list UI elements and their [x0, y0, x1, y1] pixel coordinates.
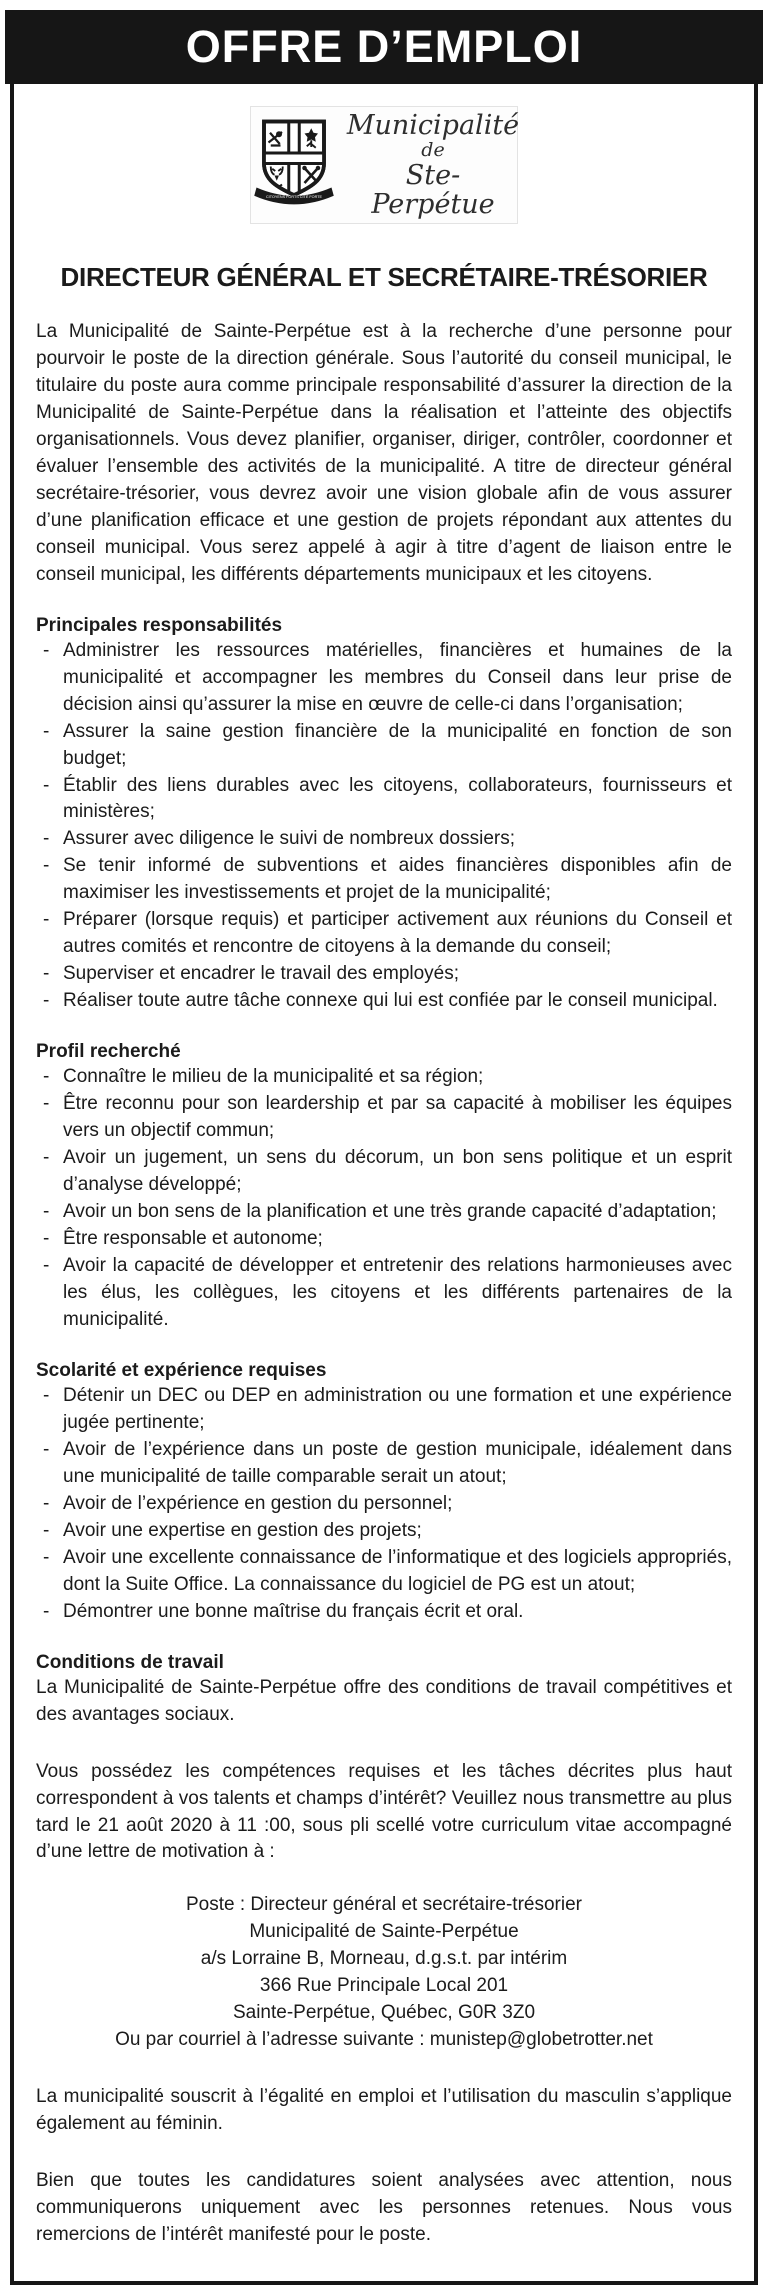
education-item: - Détenir un DEC ou DEP en administration ou une formation et une expérience jugée pertinente; — [36, 1383, 732, 1437]
responsibility-item: - Se tenir informé de subventions et aides financières disponibles afin de maximiser les investissements et projet de la municipalité; — [36, 853, 732, 907]
municipality-logo — [250, 106, 518, 224]
address-line: Poste : Directeur général et secrétaire-trésorier — [186, 1894, 582, 1916]
education-item: - Avoir de l’expérience en gestion du personnel; — [36, 1491, 732, 1518]
education-item: - Avoir de l’expérience dans un poste de gestion municipale, idéalement dans une municipalité de taille comparable serait un atout; — [36, 1437, 732, 1491]
education-item: - Avoir une expertise en gestion des projets; — [36, 1518, 732, 1545]
responsibility-item: - Réaliser toute autre tâche connexe qui lui est confiée par le conseil municipal. — [36, 988, 732, 1015]
responsibility-item: - Administrer les ressources matérielles, financières et humaines de la municipalité et accompagner les membres du Conseil dans leur prise de décision ainsi qu’assurer la mise en œuvre de celle-ci dans l’organisation; — [36, 638, 732, 719]
profile-list — [36, 1064, 732, 1334]
logo-name-line1: Municipalité — [346, 110, 520, 141]
education-item: - Démontrer une bonne maîtrise du français écrit et oral. — [36, 1599, 732, 1626]
profile-item: - Être reconnu pour son leardership et par sa capacité à mobiliser les équipes vers un objectif commun; — [36, 1091, 732, 1145]
banner — [5, 10, 763, 84]
equality-note-paragraph: La municipalité souscrit à l’égalité en emploi et l’utilisation du masculin s’applique également au féminin. — [36, 2086, 732, 2135]
conditions-paragraph: La Municipalité de Sainte-Perpétue offre des conditions de travail compétitives et des avantages sociaux. — [36, 1676, 732, 1725]
banner-title: OFFRE D’EMPLOI — [185, 21, 583, 72]
application-intro-paragraph: Vous possédez les compétences requises et les tâches décrites plus haut correspondent à vos talents et champs d’intérêt? Veuillez nous transmettre au plus tard le 21 août 2020 à 11 :00, sous pli scellé votre curriculum vitae accompagné d’une lettre de motivation à : — [36, 1760, 732, 1863]
profile-item: - Avoir un bon sens de la planification et une très grande capacité d’adaptation; — [36, 1199, 732, 1226]
address-line: Sainte-Perpétue, Québec, G0R 3Z0 — [232, 2002, 536, 2024]
education-list — [36, 1383, 732, 1626]
content-frame — [10, 84, 758, 2285]
profile-item: - Connaître le milieu de la municipalité et sa région; — [36, 1064, 732, 1091]
address-line: 366 Rue Principale Local 201 — [259, 1975, 509, 1997]
address-line: Municipalité de Sainte-Perpétue — [249, 1921, 519, 1943]
position-title: DIRECTEUR GÉNÉRAL ET SECRÉTAIRE-TRÉSORIER — [60, 261, 708, 292]
logo-name-line2: de — [421, 139, 445, 162]
application-address — [36, 1892, 732, 2054]
responsibilities-list — [36, 638, 732, 1016]
section-heading-education: Scolarité et expérience requises — [36, 1359, 327, 1381]
intro-paragraph: La Municipalité de Sainte-Perpétue est à la recherche d’une personne pour pourvoir le poste de la direction générale. Sous l’autorité du conseil municipal, le titulaire du poste aura comme principale responsabilité d’assurer la direction de la Municipalité de Sainte-Perpétue dans la réalisation et l’atteinte des objectifs organisationnels. Vous devez planifier, organiser, diriger, contrôler, coordonner et évaluer l’ensemble des activités de la municipalité. A titre de directeur général secrétaire-trésorier, vous devrez avoir une vision globale afin de vous assurer d’une planification efficace et une gestion de projets répondant aux attentes du conseil municipal. Vous serez appelé à agir à titre d’agent de liaison entre le conseil municipal, les différents départements municipaux et les citoyens. — [36, 320, 732, 585]
profile-item: - Avoir un jugement, un sens du décorum, un bon sens politique et un esprit d’analyse développé; — [36, 1145, 732, 1199]
responsibility-item: - Préparer (lorsque requis) et participer activement aux réunions du Conseil et autres comités et rencontre de citoyens à la demande du conseil; — [36, 907, 732, 961]
education-item: - Avoir une excellente connaissance de l’informatique et des logiciels appropriés, dont la Suite Office. La connaissance du logiciel de PG est un atout; — [36, 1545, 732, 1599]
coat-of-arms-icon — [249, 112, 339, 218]
responsibility-item: - Assurer la saine gestion financière de la municipalité en fonction de son budget; — [36, 719, 732, 773]
responsibility-item: - Établir des liens durables avec les citoyens, collaborateurs, fournisseurs et ministères; — [36, 773, 732, 827]
responsibility-item: - Superviser et encadrer le travail des employés; — [36, 961, 732, 988]
section-heading-profile: Profil recherché — [36, 1041, 181, 1063]
responsibility-item: - Assurer avec diligence le suivi de nombreux dossiers; — [36, 826, 732, 853]
section-heading-conditions: Conditions de travail — [36, 1651, 224, 1673]
address-line: a/s Lorraine B, Morneau, d.g.s.t. par intérim — [200, 1948, 568, 1970]
logo-name-line3: Ste-Perpétue — [371, 159, 495, 220]
profile-item: - Avoir la capacité de développer et entretenir des relations harmonieuses avec les élus, les collègues, les citoyens et les différents partenaires de la municipalité. — [36, 1253, 732, 1334]
address-line-email: Ou par courriel à l’adresse suivante : munistep@globetrotter.net — [115, 2029, 653, 2051]
profile-item: - Être responsable et autonome; — [36, 1226, 732, 1253]
closing-note-paragraph: Bien que toutes les candidatures soient analysées avec attention, nous communiquerons uniquement avec les personnes retenues. Nous vous remercions de l’intérêt manifesté pour le poste. — [36, 2170, 732, 2246]
crest-motto: CITOYENS FORTS CITÉ FORTE — [265, 194, 322, 199]
logo-wordmark — [347, 111, 519, 219]
section-heading-responsibilities: Principales responsabilités — [36, 614, 283, 636]
